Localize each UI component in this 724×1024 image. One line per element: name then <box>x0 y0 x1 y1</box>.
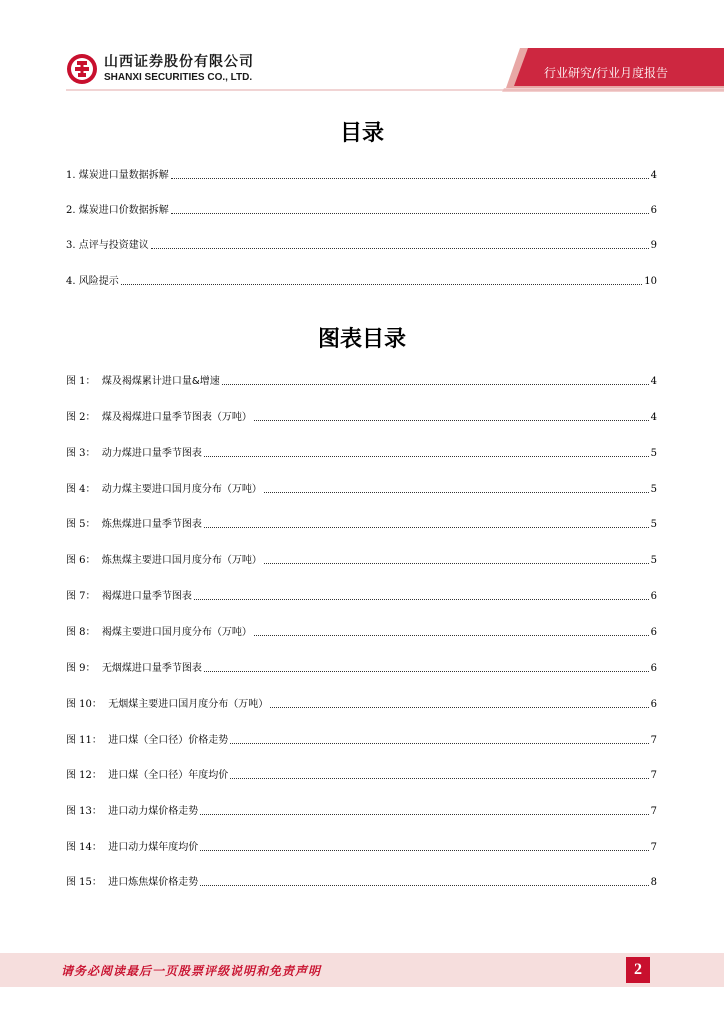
leader-dots <box>270 706 648 708</box>
leader-dots <box>230 777 648 779</box>
leader-dots <box>204 526 649 528</box>
figure-entry-label: 进口炼焦煤价格走势 <box>108 877 199 888</box>
leader-dots <box>171 177 649 179</box>
header-band <box>0 0 724 100</box>
page-header <box>0 0 724 100</box>
figure-entry[interactable] <box>66 840 657 854</box>
figures-title: 图表目录 <box>317 327 406 352</box>
figure-entry-page: 7 <box>650 806 657 817</box>
figure-entry[interactable] <box>66 733 657 747</box>
leader-dots <box>264 491 649 493</box>
figure-entry-page: 4 <box>650 412 657 423</box>
figure-entry-number: 图 4： <box>66 484 96 495</box>
leader-dots <box>230 742 648 744</box>
shanxi-securities-logo-icon <box>66 53 98 85</box>
figure-entry-number: 图 3： <box>66 448 96 459</box>
figure-entry[interactable] <box>66 410 657 424</box>
leader-dots <box>204 455 649 457</box>
figure-entry-page: 8 <box>650 877 657 888</box>
figure-entry-label: 动力煤进口量季节图表 <box>101 448 202 459</box>
toc-entry[interactable] <box>66 274 657 288</box>
figure-entry-label: 无烟煤进口量季节图表 <box>101 663 202 674</box>
figure-entry-label: 炼焦煤进口量季节图表 <box>101 519 202 530</box>
figure-entry-page: 4 <box>650 376 657 387</box>
figure-entry[interactable] <box>66 446 657 460</box>
figure-entry-page: 5 <box>650 484 657 495</box>
leader-dots <box>200 849 648 851</box>
figure-entry-page: 5 <box>650 555 657 566</box>
figure-entry-page: 7 <box>650 842 657 853</box>
figure-entry-number: 图 13： <box>66 806 102 817</box>
figure-entry-number: 图 5： <box>66 519 96 530</box>
leader-dots <box>171 212 649 214</box>
figure-entry-number: 图 2： <box>66 412 96 423</box>
toc-entry-number: 1. <box>66 170 76 181</box>
toc-entry-number: 4. <box>66 276 76 287</box>
leader-dots <box>254 634 649 636</box>
toc-entry-page: 4 <box>650 170 657 181</box>
report-type-label: 行业研究/行业月度报告 <box>543 66 668 80</box>
figure-entry-page: 6 <box>650 699 657 710</box>
figure-entry-number: 图 15： <box>66 877 102 888</box>
figure-entry[interactable] <box>66 768 657 782</box>
figure-entry-number: 图 6： <box>66 555 96 566</box>
figure-entry-label: 进口煤（全口径）年度均价 <box>108 770 229 781</box>
toc-entry[interactable] <box>66 168 657 182</box>
figure-entry-label: 进口动力煤价格走势 <box>108 806 199 817</box>
figure-entry-label: 无烟煤主要进口国月度分布（万吨） <box>108 699 269 710</box>
figure-entry-label: 煤及褐煤进口量季节图表（万吨） <box>101 412 252 423</box>
figure-entry[interactable] <box>66 697 657 711</box>
toc-entry-label: 风险提示 <box>78 276 119 287</box>
page-number: 2 <box>626 957 650 983</box>
leader-dots <box>194 598 649 600</box>
figure-entry-page: 7 <box>650 735 657 746</box>
figure-entry-label: 褐煤进口量季节图表 <box>101 591 192 602</box>
company-name-en: SHANXI SECURITIES CO., LTD. <box>104 72 253 83</box>
leader-dots <box>200 813 648 815</box>
figure-entry-number: 图 9： <box>66 663 96 674</box>
toc-entry-number: 3. <box>66 240 76 251</box>
figure-entry-number: 图 1： <box>66 376 96 387</box>
figure-entry-label: 动力煤主要进口国月度分布（万吨） <box>101 484 262 495</box>
leader-dots <box>204 670 649 672</box>
figure-entry[interactable] <box>66 804 657 818</box>
toc-entry-label: 煤炭进口量数据拆解 <box>78 170 169 181</box>
figure-entry-number: 图 14： <box>66 842 102 853</box>
figure-entry-number: 图 11： <box>66 735 102 746</box>
figure-entry-label: 炼焦煤主要进口国月度分布（万吨） <box>101 555 262 566</box>
disclaimer-text: 请务必阅读最后一页股票评级说明和免责声明 <box>61 964 322 978</box>
toc-entry-label: 煤炭进口价数据拆解 <box>78 205 169 216</box>
figure-entry-number: 图 10： <box>66 699 102 710</box>
toc-entry-page: 6 <box>650 205 657 216</box>
toc-entry-page: 9 <box>650 240 657 251</box>
figure-entry-page: 6 <box>650 663 657 674</box>
leader-dots <box>121 283 643 285</box>
figure-entry-label: 煤及褐煤累计进口量&增速 <box>101 376 220 387</box>
figure-entry[interactable] <box>66 625 657 639</box>
figure-entry-number: 图 12： <box>66 770 102 781</box>
leader-dots <box>254 419 649 421</box>
toc-entry-page: 10 <box>644 276 657 287</box>
toc-entry[interactable] <box>66 238 657 252</box>
leader-dots <box>200 884 648 886</box>
company-name-block <box>104 54 254 85</box>
figure-entry-label: 褐煤主要进口国月度分布（万吨） <box>101 627 252 638</box>
toc-entry-number: 2. <box>66 205 76 216</box>
figure-entry-page: 7 <box>650 770 657 781</box>
figure-entry-label: 进口煤（全口径）价格走势 <box>108 735 229 746</box>
figure-entry[interactable] <box>66 482 657 496</box>
leader-dots <box>151 247 649 249</box>
figure-entry-number: 图 7： <box>66 591 96 602</box>
figure-entry[interactable] <box>66 374 657 388</box>
figure-entry-page: 5 <box>650 519 657 530</box>
figure-entry-page: 5 <box>650 448 657 459</box>
figure-entry[interactable] <box>66 661 657 675</box>
figure-entry[interactable] <box>66 589 657 603</box>
figure-entry-page: 6 <box>650 627 657 638</box>
company-name-cn: 山西证券股份有限公司 <box>104 54 254 70</box>
figure-entry[interactable] <box>66 553 657 567</box>
figure-entry[interactable] <box>66 875 657 889</box>
toc-title: 目录 <box>339 121 384 146</box>
leader-dots <box>264 562 649 564</box>
figure-entry[interactable] <box>66 517 657 531</box>
toc-entry-label: 点评与投资建议 <box>78 240 149 251</box>
figure-entry-page: 6 <box>650 591 657 602</box>
toc-entry[interactable] <box>66 203 657 217</box>
leader-dots <box>222 383 649 385</box>
figure-entry-label: 进口动力煤年度均价 <box>108 842 199 853</box>
figure-entry-number: 图 8： <box>66 627 96 638</box>
